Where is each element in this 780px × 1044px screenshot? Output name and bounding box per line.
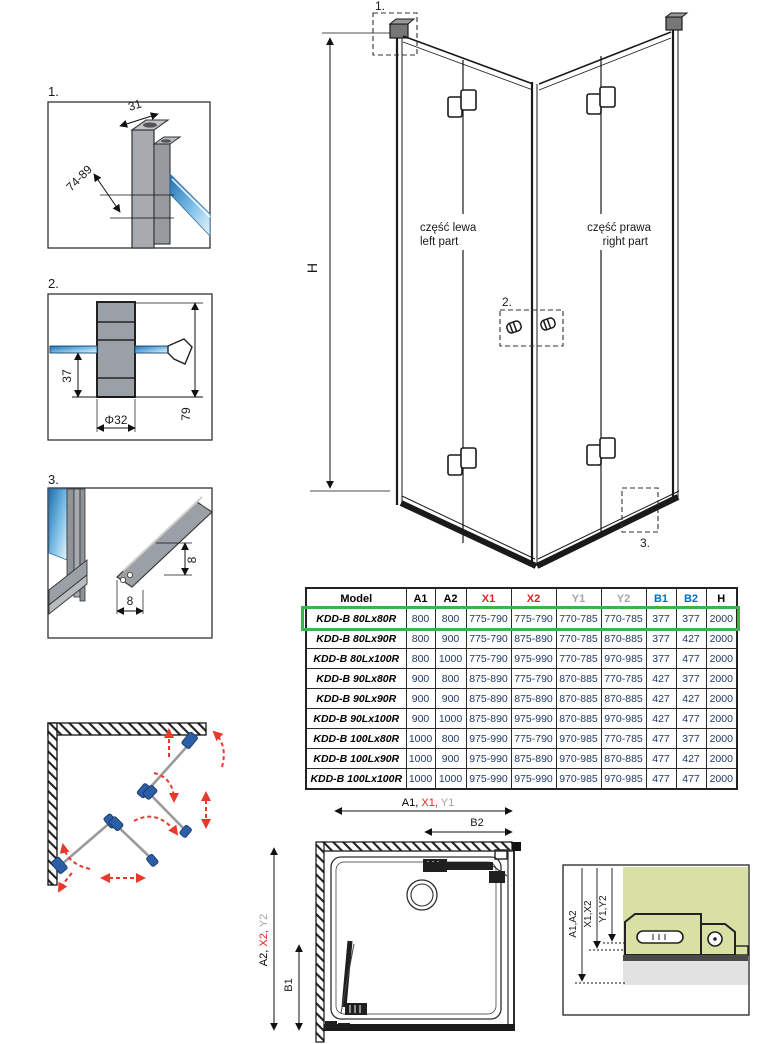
- value-cell: 477: [676, 709, 706, 729]
- table-row: [306, 609, 737, 629]
- bottom-rail: [324, 1024, 515, 1031]
- corner-fold-diagram: [40, 715, 250, 910]
- value-cell: 1000: [435, 649, 466, 669]
- value-cell: 800: [435, 669, 466, 689]
- value-cell: 2000: [706, 769, 737, 790]
- right-part-caption-en: right part: [602, 236, 648, 248]
- wall-mount-detail-drawing: [555, 858, 760, 1020]
- value-cell: 970-985: [601, 769, 646, 790]
- dim-a1: A1,: [401, 797, 422, 809]
- dim-a2: A2,: [258, 946, 270, 967]
- col-header-h: H: [706, 588, 737, 609]
- value-cell: 800: [435, 729, 466, 749]
- detail-3-profile: [49, 489, 87, 614]
- value-cell: 870-885: [601, 749, 646, 769]
- main-drawing: [295, 0, 780, 585]
- value-cell: 427: [646, 669, 676, 689]
- value-cell: 900: [435, 749, 466, 769]
- value-cell: 2000: [706, 689, 737, 709]
- value-cell: 770-785: [556, 649, 601, 669]
- value-cell: 2000: [706, 729, 737, 749]
- dim-a1a2-label: A1,A2: [568, 910, 579, 938]
- model-cell: KDD-B 100Lx80R: [306, 729, 406, 749]
- glass-panel: [49, 489, 67, 560]
- col-header-b1: B1: [646, 588, 676, 609]
- value-cell: 1000: [406, 769, 435, 790]
- detail-2-dim-37: 37: [60, 369, 74, 383]
- model-cell: KDD-B 80Lx80R: [306, 609, 406, 629]
- detail-1-dim-31: 31: [126, 96, 144, 114]
- value-cell: 775-790: [466, 609, 511, 629]
- value-cell: 770-785: [556, 609, 601, 629]
- col-header-model: Model: [306, 588, 406, 609]
- detail-1-top-profile-drawing: [44, 82, 214, 252]
- value-cell: 875-890: [511, 629, 556, 649]
- dim-y1y2-label: Y1,Y2: [598, 895, 609, 923]
- model-cell: KDD-B 80Lx100R: [306, 649, 406, 669]
- value-cell: 800: [406, 649, 435, 669]
- value-cell: 477: [676, 649, 706, 669]
- model-cell: KDD-B 80Lx90R: [306, 629, 406, 649]
- value-cell: 970-985: [556, 769, 601, 790]
- left-dimension-label: [258, 914, 270, 966]
- top-dimension-label: [402, 797, 454, 809]
- value-cell: 770-785: [556, 629, 601, 649]
- bottom-rails: [401, 491, 679, 566]
- value-cell: 900: [406, 709, 435, 729]
- size-table-wrap: [305, 587, 736, 790]
- value-cell: 770-785: [601, 729, 646, 749]
- dim-x1x2-label: X1,X2: [583, 900, 594, 928]
- value-cell: 377: [646, 609, 676, 629]
- col-header-a2: A2: [435, 588, 466, 609]
- value-cell: 1000: [435, 769, 466, 790]
- value-cell: 477: [676, 769, 706, 790]
- detail-2-label: 2.: [48, 276, 59, 291]
- value-cell: 875-890: [466, 689, 511, 709]
- value-cell: 2000: [706, 629, 737, 649]
- table-row: [306, 629, 737, 649]
- door-panels: [62, 742, 191, 864]
- value-cell: 900: [406, 669, 435, 689]
- size-table: [305, 587, 738, 790]
- value-cell: 800: [435, 609, 466, 629]
- model-cell: KDD-B 90Lx90R: [306, 689, 406, 709]
- left-part-caption-pl: część lewa: [420, 222, 477, 234]
- height-label: H: [304, 262, 320, 274]
- tray-edge: [623, 961, 748, 985]
- value-cell: 2000: [706, 749, 737, 769]
- detail-1-profile: [132, 120, 210, 248]
- left-part-caption-en: left part: [420, 236, 459, 248]
- value-cell: 900: [435, 689, 466, 709]
- detail-2-marker-label: 2.: [502, 295, 513, 309]
- seal-strip: [623, 955, 748, 961]
- value-cell: 377: [646, 629, 676, 649]
- detail-2-knob-drawing: [44, 276, 216, 444]
- value-cell: 775-790: [511, 669, 556, 689]
- model-cell: KDD-B 90Lx80R: [306, 669, 406, 689]
- table-row: [306, 749, 737, 769]
- value-cell: 800: [406, 609, 435, 629]
- table-row: [306, 669, 737, 689]
- model-cell: KDD-B 100Lx100R: [306, 769, 406, 790]
- detail-1-dim-74-89: 74-89: [63, 162, 95, 194]
- table-row: [306, 729, 737, 749]
- height-dimension: [310, 33, 395, 491]
- value-cell: 875-890: [466, 669, 511, 689]
- detail-3-dim-8-horizontal: 8: [126, 594, 134, 608]
- value-cell: 970-985: [556, 729, 601, 749]
- value-cell: 377: [676, 669, 706, 689]
- fold-direction-arrows: [59, 730, 224, 891]
- model-cell: KDD-B 90Lx100R: [306, 709, 406, 729]
- detail-3-marker-label: 3.: [640, 536, 651, 550]
- value-cell: 427: [676, 689, 706, 709]
- walls: [48, 723, 206, 885]
- col-header-y1: Y1: [556, 588, 601, 609]
- value-cell: 427: [676, 749, 706, 769]
- value-cell: 775-790: [466, 649, 511, 669]
- value-cell: 870-885: [556, 669, 601, 689]
- corner-edge: [532, 82, 537, 566]
- value-cell: 775-790: [466, 629, 511, 649]
- value-cell: 427: [646, 689, 676, 709]
- value-cell: 875-890: [466, 709, 511, 729]
- b1-label: B1: [283, 978, 295, 992]
- dim-y1: Y1: [440, 797, 455, 809]
- value-cell: 875-890: [511, 749, 556, 769]
- value-cell: 970-985: [601, 649, 646, 669]
- detail-2-knob: [97, 302, 135, 397]
- value-cell: 975-990: [511, 769, 556, 790]
- value-cell: 2000: [706, 669, 737, 689]
- col-header-y2: Y2: [601, 588, 646, 609]
- value-cell: 2000: [706, 709, 737, 729]
- value-cell: 875-890: [511, 689, 556, 709]
- value-cell: 377: [646, 649, 676, 669]
- detail-1-label: 1.: [48, 84, 59, 99]
- table-row: [306, 649, 737, 669]
- detail-3-dim-8-vertical: 8: [185, 556, 199, 564]
- table-row: [306, 689, 737, 709]
- value-cell: 427: [646, 709, 676, 729]
- value-cell: 870-885: [556, 689, 601, 709]
- value-cell: 970-985: [601, 709, 646, 729]
- left-wall-profile: [390, 19, 414, 505]
- value-cell: 975-990: [511, 709, 556, 729]
- value-cell: 2000: [706, 649, 737, 669]
- detail-2-dim-phi32: Φ32: [104, 413, 128, 427]
- detail-3-bottom-seal-drawing: [44, 472, 216, 644]
- value-cell: 1000: [406, 749, 435, 769]
- col-header-a1: A1: [406, 588, 435, 609]
- detail-3-label: 3.: [48, 472, 59, 487]
- value-cell: 770-785: [601, 609, 646, 629]
- right-wall-profile: [666, 13, 687, 500]
- value-cell: 427: [676, 629, 706, 649]
- col-header-x1: X1: [466, 588, 511, 609]
- value-cell: 770-785: [601, 669, 646, 689]
- value-cell: 477: [646, 749, 676, 769]
- b2-label: B2: [470, 817, 484, 829]
- model-cell: KDD-B 100Lx90R: [306, 749, 406, 769]
- value-cell: 975-990: [511, 649, 556, 669]
- col-header-b2: B2: [676, 588, 706, 609]
- value-cell: 775-790: [511, 609, 556, 629]
- value-cell: 377: [676, 729, 706, 749]
- value-cell: 477: [646, 729, 676, 749]
- dim-x2: X2,: [258, 927, 270, 947]
- top-view-drawing: [255, 795, 540, 1044]
- detail-1-marker-label: 1.: [375, 0, 386, 13]
- right-part-glass: [539, 32, 671, 538]
- value-cell: 975-990: [466, 769, 511, 790]
- value-cell: 900: [435, 629, 466, 649]
- col-header-x2: X2: [511, 588, 556, 609]
- table-row: [306, 709, 737, 729]
- value-cell: 900: [406, 689, 435, 709]
- value-cell: 377: [676, 609, 706, 629]
- dim-y2: Y2: [258, 913, 270, 928]
- value-cell: 870-885: [601, 629, 646, 649]
- detail-3-seal-strip: [117, 497, 212, 587]
- value-cell: 975-990: [466, 729, 511, 749]
- seal-hook: [168, 339, 192, 364]
- folded-door-right: [423, 850, 507, 883]
- dim-x1: X1,: [421, 797, 441, 809]
- detail-2-dim-79: 79: [179, 407, 193, 421]
- value-cell: 870-885: [556, 709, 601, 729]
- table-header-row: [306, 588, 737, 609]
- value-cell: 970-985: [556, 749, 601, 769]
- hinges: [51, 731, 199, 874]
- value-cell: 975-990: [466, 749, 511, 769]
- table-row: [306, 769, 737, 790]
- value-cell: 800: [406, 629, 435, 649]
- value-cell: 2000: [706, 609, 737, 629]
- value-cell: 1000: [406, 729, 435, 749]
- value-cell: 870-885: [601, 689, 646, 709]
- value-cell: 775-790: [511, 729, 556, 749]
- value-cell: 1000: [435, 709, 466, 729]
- value-cell: 477: [646, 769, 676, 790]
- right-part-caption-pl: część prawa: [587, 222, 651, 234]
